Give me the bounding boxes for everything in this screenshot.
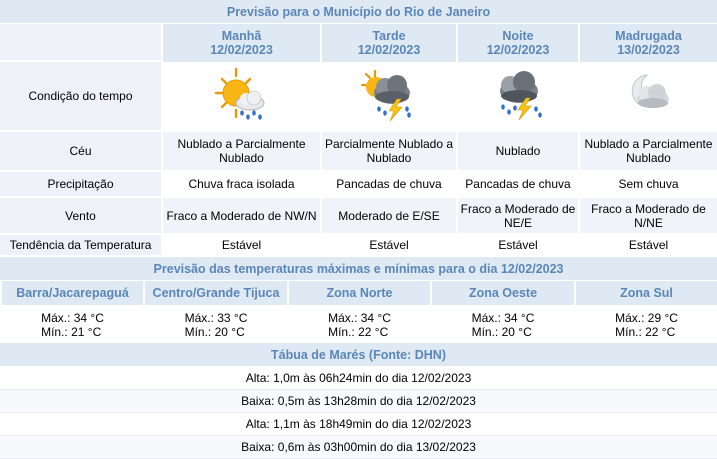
period-header-tarde xyxy=(320,24,456,62)
period-date: 12/02/2023 xyxy=(486,43,550,57)
temps-title: Previsão das temperaturas máximas e mínimas para o dia 12/02/2023 xyxy=(0,257,717,281)
precip-cell: Pancadas de chuva xyxy=(456,172,578,198)
temperature-table xyxy=(0,257,717,343)
night-storm-icon xyxy=(488,65,548,125)
period-date: 12/02/2023 xyxy=(357,43,421,57)
period-name: Noite xyxy=(502,29,534,43)
vento-cell: Moderado de E/SE xyxy=(320,198,456,235)
zone-header: Barra/Jacarepaguá xyxy=(0,281,143,307)
condition-cell xyxy=(320,62,456,132)
moon-cloud-icon xyxy=(619,65,679,125)
zone-header: Centro/Grande Tijuca xyxy=(143,281,287,307)
condition-cell xyxy=(161,62,320,132)
period-date: 12/02/2023 xyxy=(210,43,273,57)
period-name: Manhã xyxy=(221,29,262,43)
condition-cell xyxy=(456,62,578,132)
temp-max: Máx.: 34 °C xyxy=(41,311,104,325)
zone-header: Zona Norte xyxy=(287,281,430,307)
zone-temps xyxy=(287,307,430,343)
row-label-condicao: Condição do tempo xyxy=(0,62,161,132)
temp-min: Mín.: 21 °C xyxy=(41,325,102,339)
period-header-noite xyxy=(456,24,578,62)
vento-cell: Fraco a Moderado de N/NE xyxy=(578,198,717,235)
zone-header: Zona Oeste xyxy=(430,281,574,307)
row-label-precip: Precipitação xyxy=(0,172,161,198)
row-label-vento: Vento xyxy=(0,198,161,235)
zone-header: Zona Sul xyxy=(574,281,717,307)
period-header-madrugada xyxy=(578,24,717,62)
sun-cloud-rain-icon xyxy=(214,65,270,125)
tide-row: Baixa: 0,6m às 03h00min do dia 13/02/2023 xyxy=(0,436,717,459)
temp-min: Mín.: 20 °C xyxy=(471,325,532,339)
vento-cell: Fraco a Moderado de NW/N xyxy=(161,198,320,235)
ceu-cell: Nublado a Parcialmente Nublado xyxy=(578,132,717,172)
tides-title: Tábua de Marés (Fonte: DHN) xyxy=(0,343,717,367)
zone-temps xyxy=(430,307,574,343)
ceu-cell: Nublado a Parcialmente Nublado xyxy=(161,132,320,172)
zone-temps xyxy=(143,307,287,343)
forecast-title: Previsão para o Município do Rio de Janeiro xyxy=(0,0,717,24)
tide-row: Alta: 1,0m às 06h24min do dia 12/02/2023 xyxy=(0,367,717,390)
tendencia-cell: Estável xyxy=(161,235,320,257)
temp-min: Mín.: 22 °C xyxy=(615,325,676,339)
tendencia-cell: Estável xyxy=(456,235,578,257)
temp-min: Mín.: 22 °C xyxy=(328,325,389,339)
tendencia-cell: Estável xyxy=(320,235,456,257)
precip-cell: Sem chuva xyxy=(578,172,717,198)
condition-cell xyxy=(578,62,717,132)
period-name: Tarde xyxy=(372,29,406,43)
period-name: Madrugada xyxy=(615,29,682,43)
ceu-cell: Nublado xyxy=(456,132,578,172)
precip-cell: Pancadas de chuva xyxy=(320,172,456,198)
tide-row: Baixa: 0,5m às 13h28min do dia 12/02/2023 xyxy=(0,390,717,413)
ceu-cell: Parcialmente Nublado a Nublado xyxy=(320,132,456,172)
precip-cell: Chuva fraca isolada xyxy=(161,172,320,198)
tides-table xyxy=(0,343,717,459)
temp-min: Mín.: 20 °C xyxy=(184,325,245,339)
corner-cell xyxy=(0,24,161,62)
temp-max: Máx.: 34 °C xyxy=(328,311,391,325)
period-header-manha xyxy=(161,24,320,62)
row-label-ceu: Céu xyxy=(0,132,161,172)
temp-max: Máx.: 34 °C xyxy=(471,311,535,325)
row-label-tendencia: Tendência da Temperatura xyxy=(0,235,161,257)
tendencia-cell: Estável xyxy=(578,235,717,257)
sun-storm-icon xyxy=(359,65,419,125)
temp-max: Máx.: 29 °C xyxy=(615,311,678,325)
zone-temps xyxy=(0,307,143,343)
tide-row: Alta: 1,1m às 18h49min do dia 12/02/2023 xyxy=(0,413,717,436)
period-date: 13/02/2023 xyxy=(617,43,680,57)
vento-cell: Fraco a Moderado de NE/E xyxy=(456,198,578,235)
temp-max: Máx.: 33 °C xyxy=(184,311,248,325)
zone-temps xyxy=(574,307,717,343)
